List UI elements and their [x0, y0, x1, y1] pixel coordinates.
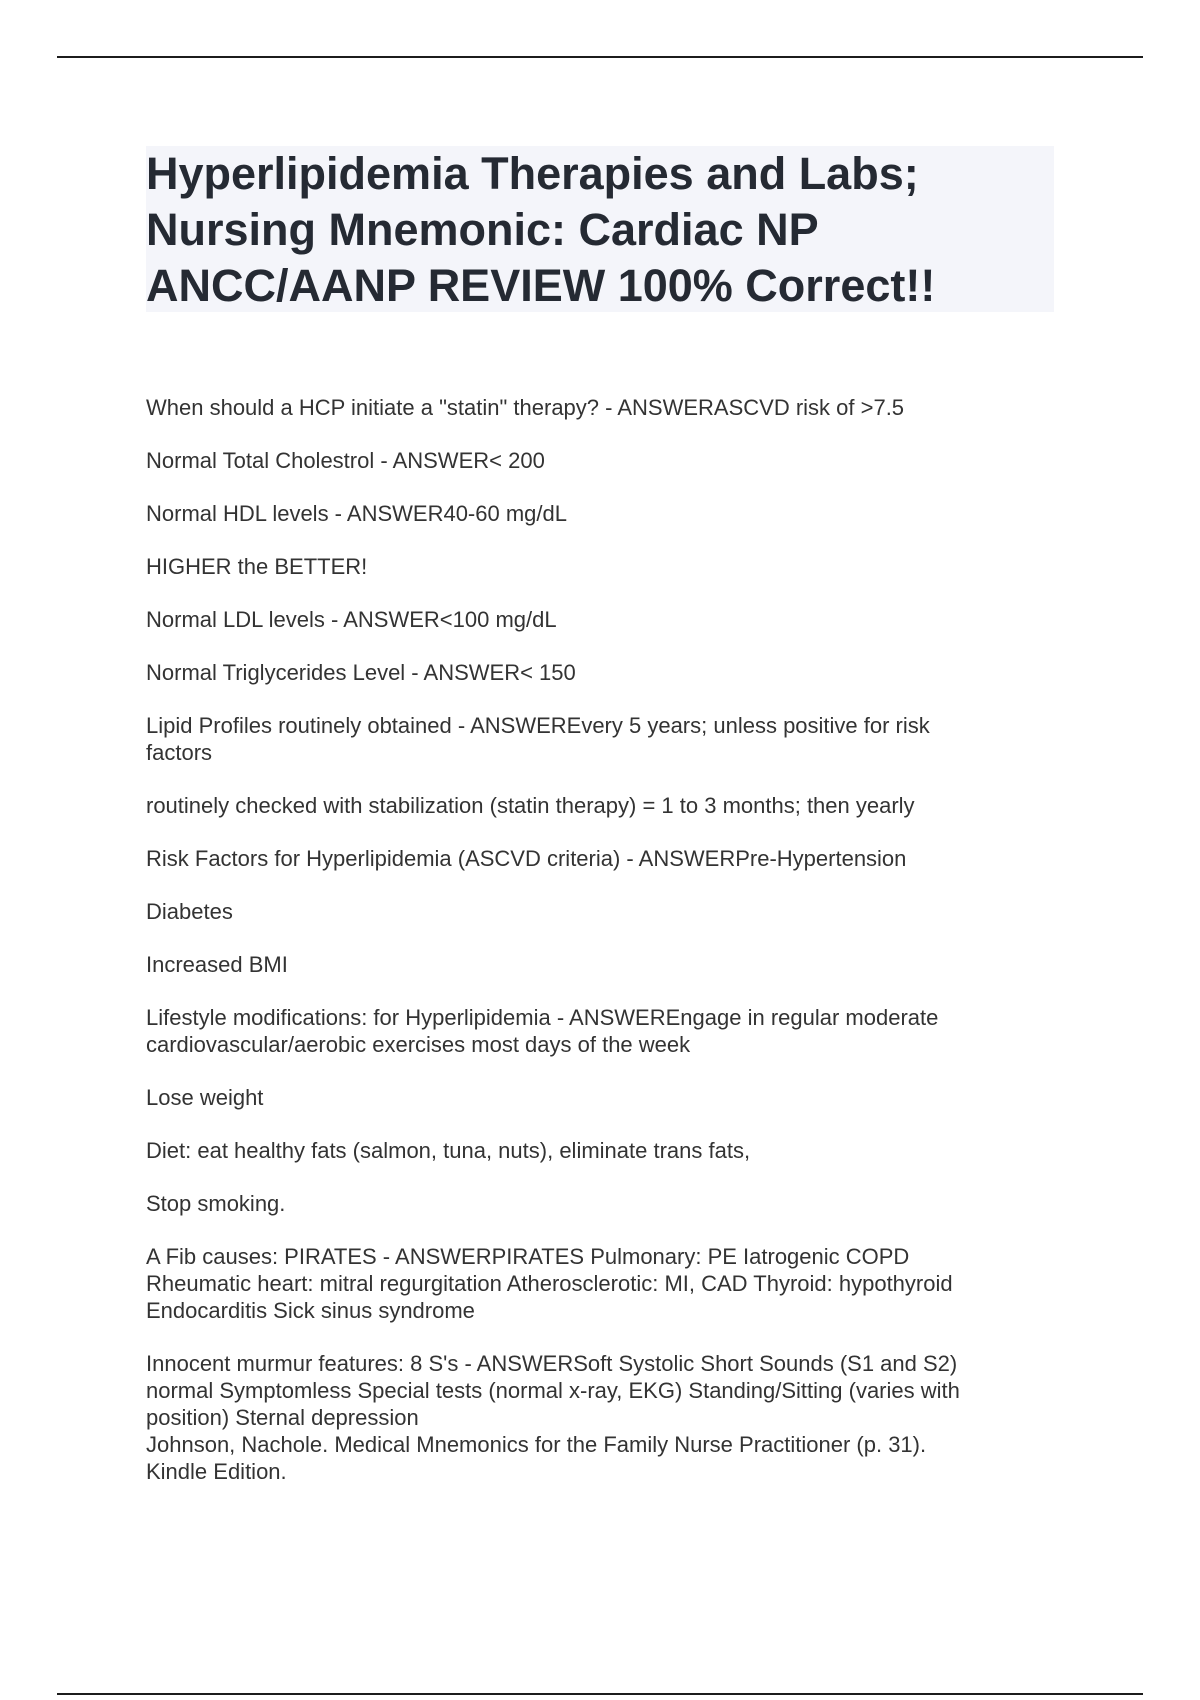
qa-entry: Normal LDL levels - ANSWER<100 mg/dL	[146, 607, 557, 632]
qa-entry: Diabetes	[146, 899, 233, 924]
qa-entry: Lipid Profiles routinely obtained - ANSWEREvery 5 years; unless positive for risk factors	[146, 713, 930, 765]
qa-entry: Innocent murmur features: 8 S's - ANSWERSoft Systolic Short Sounds (S1 and S2) normal Symptomless Special tests (normal x-ray, EKG) Standing/Sitting (varies with position) Sternal depression Johnson, Nachole. Medical Mnemonics for the Family Nurse Practitioner (p. 31). Kindle Edition.	[146, 1351, 960, 1484]
qa-entry: Risk Factors for Hyperlipidemia (ASCVD criteria) - ANSWERPre-Hypertension	[146, 846, 907, 871]
qa-entry: Stop smoking.	[146, 1191, 286, 1216]
document-title: Hyperlipidemia Therapies and Labs; Nursing Mnemonic: Cardiac NP ANCC/AANP REVIEW 100% Correct!!	[146, 148, 936, 311]
qa-entry: Lifestyle modifications: for Hyperlipidemia - ANSWEREngage in regular moderate cardiovascular/aerobic exercises most days of the week	[146, 1005, 939, 1057]
qa-entry: Increased BMI	[146, 952, 288, 977]
qa-entry: When should a HCP initiate a "statin" therapy? - ANSWERASCVD risk of >7.5	[146, 395, 905, 420]
top-divider	[57, 56, 1143, 58]
qa-entry: routinely checked with stabilization (statin therapy) = 1 to 3 months; then yearly	[146, 793, 915, 818]
title-block	[146, 146, 1054, 312]
bottom-divider	[57, 1693, 1143, 1695]
qa-entry: Normal HDL levels - ANSWER40-60 mg/dL	[146, 501, 567, 526]
qa-entry: Normal Triglycerides Level - ANSWER< 150	[146, 660, 576, 685]
qa-entry: Diet: eat healthy fats (salmon, tuna, nuts), eliminate trans fats,	[146, 1138, 751, 1163]
qa-list	[146, 394, 1056, 1485]
qa-entry: Lose weight	[146, 1085, 264, 1110]
qa-entry: HIGHER the BETTER!	[146, 554, 368, 579]
qa-entry: Normal Total Cholestrol - ANSWER< 200	[146, 448, 545, 473]
qa-entry: A Fib causes: PIRATES - ANSWERPIRATES Pulmonary: PE Iatrogenic COPD Rheumatic heart: mitral regurgitation Atherosclerotic: MI, CAD Thyroid: hypothyroid Endocarditis Sick sinus syndrome	[146, 1244, 953, 1323]
